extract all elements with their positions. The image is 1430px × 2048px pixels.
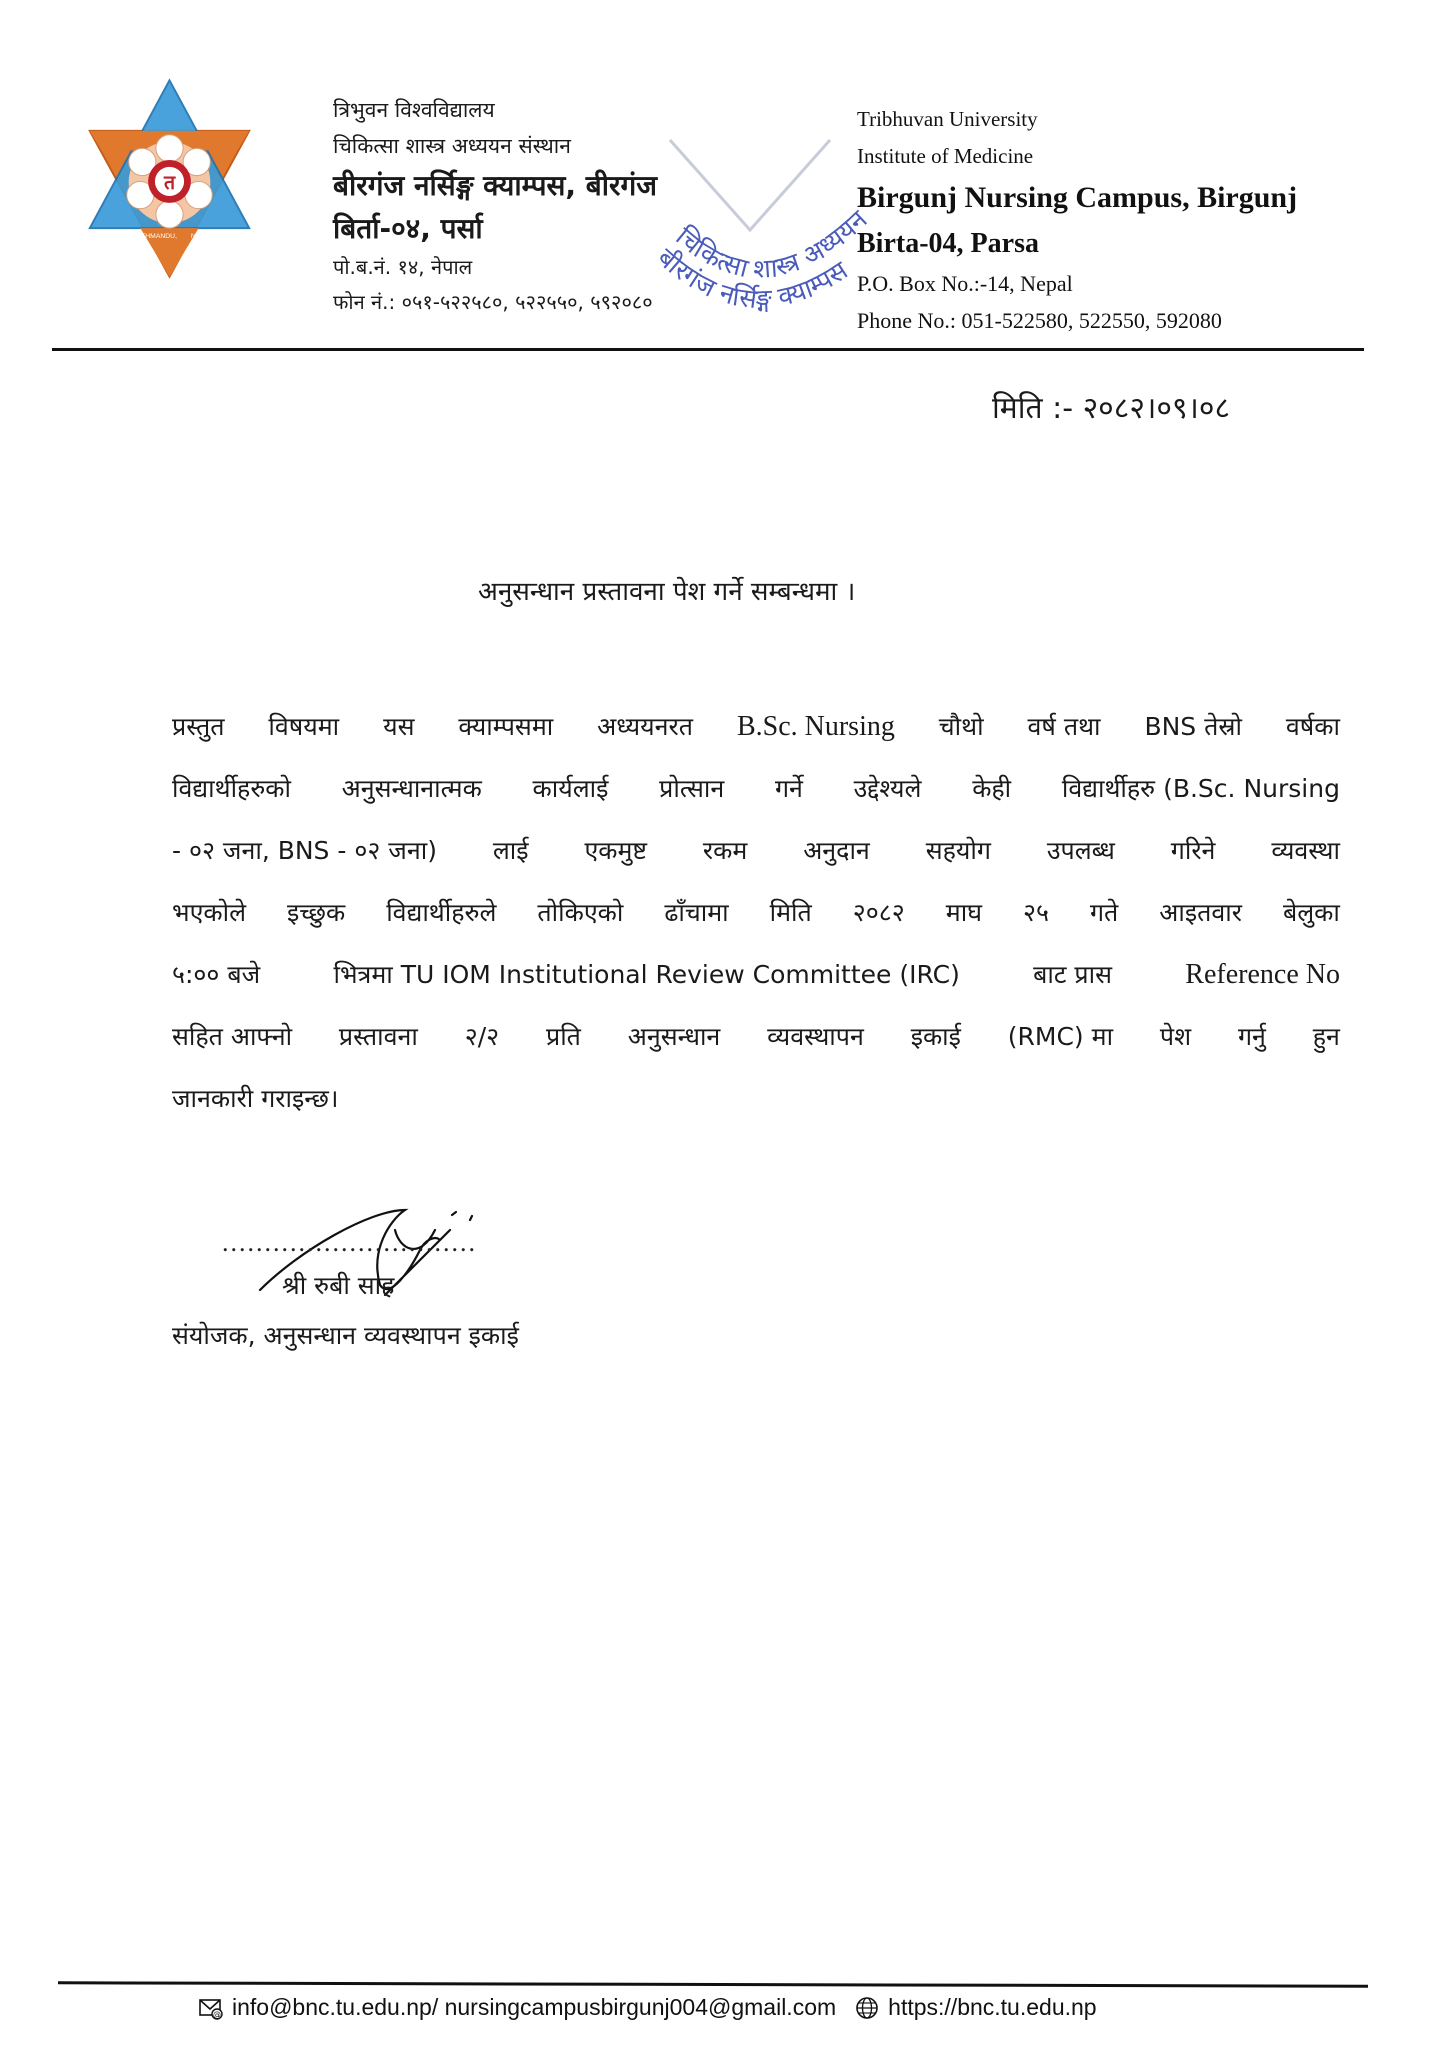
- signature-line: ..............................: [222, 1228, 477, 1257]
- svg-text:त: त: [163, 171, 176, 195]
- body-word: ५:०० बजे: [172, 960, 261, 989]
- nepali-po-box: पो.ब.नं. १४, नेपाल: [333, 255, 473, 279]
- nepali-university-name: त्रिभुवन विश्वविद्यालय: [333, 98, 495, 122]
- english-letterhead: [857, 100, 1297, 340]
- signatory-title: संयोजक, अनुसन्धान व्यवस्थापन इकाई: [172, 1321, 519, 1350]
- footer-divider: [58, 1981, 1368, 1987]
- signatory-name: श्री रुबी साह: [282, 1271, 395, 1300]
- english-po-box: P.O. Box No.:-14, Nepal: [857, 271, 1073, 296]
- svg-text:@: @: [213, 2009, 221, 2019]
- body-line: [172, 1006, 1340, 1068]
- body-word: विषयमा: [268, 712, 340, 741]
- body-line: [172, 696, 1340, 758]
- body-word: ढाँचामा: [664, 898, 729, 927]
- body-line: [172, 820, 1340, 882]
- body-line: [172, 1068, 1340, 1130]
- body-word: प्रति: [545, 1022, 581, 1051]
- footer-website-link[interactable]: https://bnc.tu.edu.np: [888, 1994, 1097, 2020]
- body-line: [172, 758, 1340, 820]
- body-word: प्रस्तुत: [172, 712, 225, 741]
- body-word: अध्ययनरत: [597, 712, 694, 741]
- logo-text-left: KATHMANDU,: [132, 232, 177, 240]
- body-word: इकाई: [910, 1022, 961, 1051]
- body-word: प्रस्तावना: [338, 1022, 418, 1051]
- body-line: [172, 882, 1340, 944]
- body-word: गरिने: [1170, 836, 1216, 865]
- body-word: उद्देश्यले: [853, 774, 922, 803]
- body-word: अनुसन्धान: [627, 1022, 721, 1051]
- body-word: इच्छुक: [287, 898, 346, 927]
- english-campus-name: Birgunj Nursing Campus, Birgunj: [857, 181, 1298, 214]
- body-word: लाई: [492, 836, 529, 865]
- letter-date: मिति :- २०८२।०९।०८: [992, 391, 1231, 426]
- stamp-line-2: बीरगंज नर्सिङ्ग क्याम्पस: [651, 242, 854, 316]
- nepali-phone: फोन नं.: ०५१-५२२५८०, ५२२५५०, ५९२०८०: [333, 290, 653, 314]
- nepali-institute-name: चिकित्सा शास्त्र अध्ययन संस्थान: [333, 134, 571, 158]
- body-word: यस: [383, 712, 415, 741]
- body-word: B.Sc. Nursing: [736, 711, 895, 742]
- body-word: Reference No: [1185, 959, 1340, 990]
- logo-text-right: NEPAL: [190, 232, 213, 240]
- body-word: २/२: [464, 1022, 500, 1051]
- body-word: आइतवार: [1159, 898, 1242, 927]
- body-word: गर्ने: [774, 774, 803, 803]
- body-word: कार्यलाई: [532, 774, 609, 803]
- body-word: पेश: [1159, 1022, 1192, 1051]
- body-word: जानकारी गराइन्छ।: [172, 1084, 339, 1113]
- footer-contact: [198, 1994, 1097, 2021]
- body-word: बेलुका: [1282, 898, 1340, 927]
- body-word: एकमुष्ट: [584, 836, 648, 865]
- body-word: BNS तेस्रो: [1144, 712, 1242, 741]
- stamp-line-1: चिकित्सा शास्त्र अध्ययन: [669, 205, 874, 286]
- body-word: विद्यार्थीहरुको: [172, 774, 291, 803]
- body-word: सहयोग: [925, 836, 991, 865]
- body-word: विद्यार्थीहरु (B.Sc. Nursing: [1061, 774, 1340, 803]
- body-word: चौथो: [938, 712, 984, 741]
- body-word: व्यवस्था: [1271, 836, 1340, 865]
- body-word: गते: [1089, 898, 1119, 927]
- letter-body: [172, 696, 1340, 1130]
- header-divider: [52, 348, 1364, 351]
- body-word: तोकिएको: [537, 898, 624, 927]
- body-word: माघ: [945, 898, 982, 927]
- footer-emails[interactable]: info@bnc.tu.edu.np/ nursingcampusbirgunj004@gmail.com: [232, 1994, 837, 2020]
- nepali-address: बिर्ता-०४, पर्सा: [333, 212, 483, 245]
- body-word: अनुदान: [803, 836, 870, 865]
- body-word: रकम: [702, 836, 748, 865]
- body-word: प्रोत्सान: [659, 774, 725, 803]
- nepali-campus-name: बीरगंज नर्सिङ्ग क्याम्पस, बीरगंज: [333, 169, 658, 202]
- english-institute-name: Institute of Medicine: [857, 144, 1034, 168]
- english-university-name: Tribhuvan University: [857, 107, 1038, 131]
- body-word: २०८२: [852, 898, 905, 927]
- body-word: केही: [972, 774, 1012, 803]
- body-word: क्याम्पसमा: [458, 712, 554, 741]
- letter-subject: अनुसन्धान प्रस्तावना पेश गर्ने सम्बन्धमा ।: [478, 577, 856, 607]
- body-word: वर्ष तथा: [1027, 712, 1101, 741]
- envelope-at-icon: [198, 1995, 224, 2021]
- body-word: मिति: [769, 898, 812, 927]
- body-word: बाट प्रास: [1033, 960, 1113, 989]
- body-word: भित्रमा TU IOM Institutional Review Committee (IRC): [333, 960, 960, 989]
- body-word: (RMC) मा: [1007, 1022, 1114, 1051]
- body-word: व्यवस्थापन: [767, 1022, 864, 1051]
- english-phone: Phone No.: 051-522580, 522550, 592080: [857, 308, 1222, 333]
- tribhuvan-university-logo-icon: [82, 72, 257, 287]
- body-word: उपलब्ध: [1046, 836, 1115, 865]
- body-word: २५: [1022, 898, 1049, 927]
- body-word: गर्नु: [1237, 1022, 1266, 1051]
- body-word: सहित आफ्नो: [172, 1022, 293, 1051]
- body-line: [172, 944, 1340, 1006]
- body-word: भएकोले: [172, 898, 247, 927]
- body-word: विद्यार्थीहरुले: [386, 898, 497, 927]
- body-word: - ०२ जना, BNS - ०२ जना): [172, 836, 437, 865]
- body-word: अनुसन्धानात्मक: [341, 774, 482, 803]
- body-word: वर्षका: [1285, 712, 1340, 741]
- english-address: Birta-04, Parsa: [857, 228, 1039, 259]
- body-word: हुन: [1312, 1022, 1340, 1051]
- globe-icon: [854, 1995, 880, 2021]
- campus-stamp-icon: [600, 120, 900, 330]
